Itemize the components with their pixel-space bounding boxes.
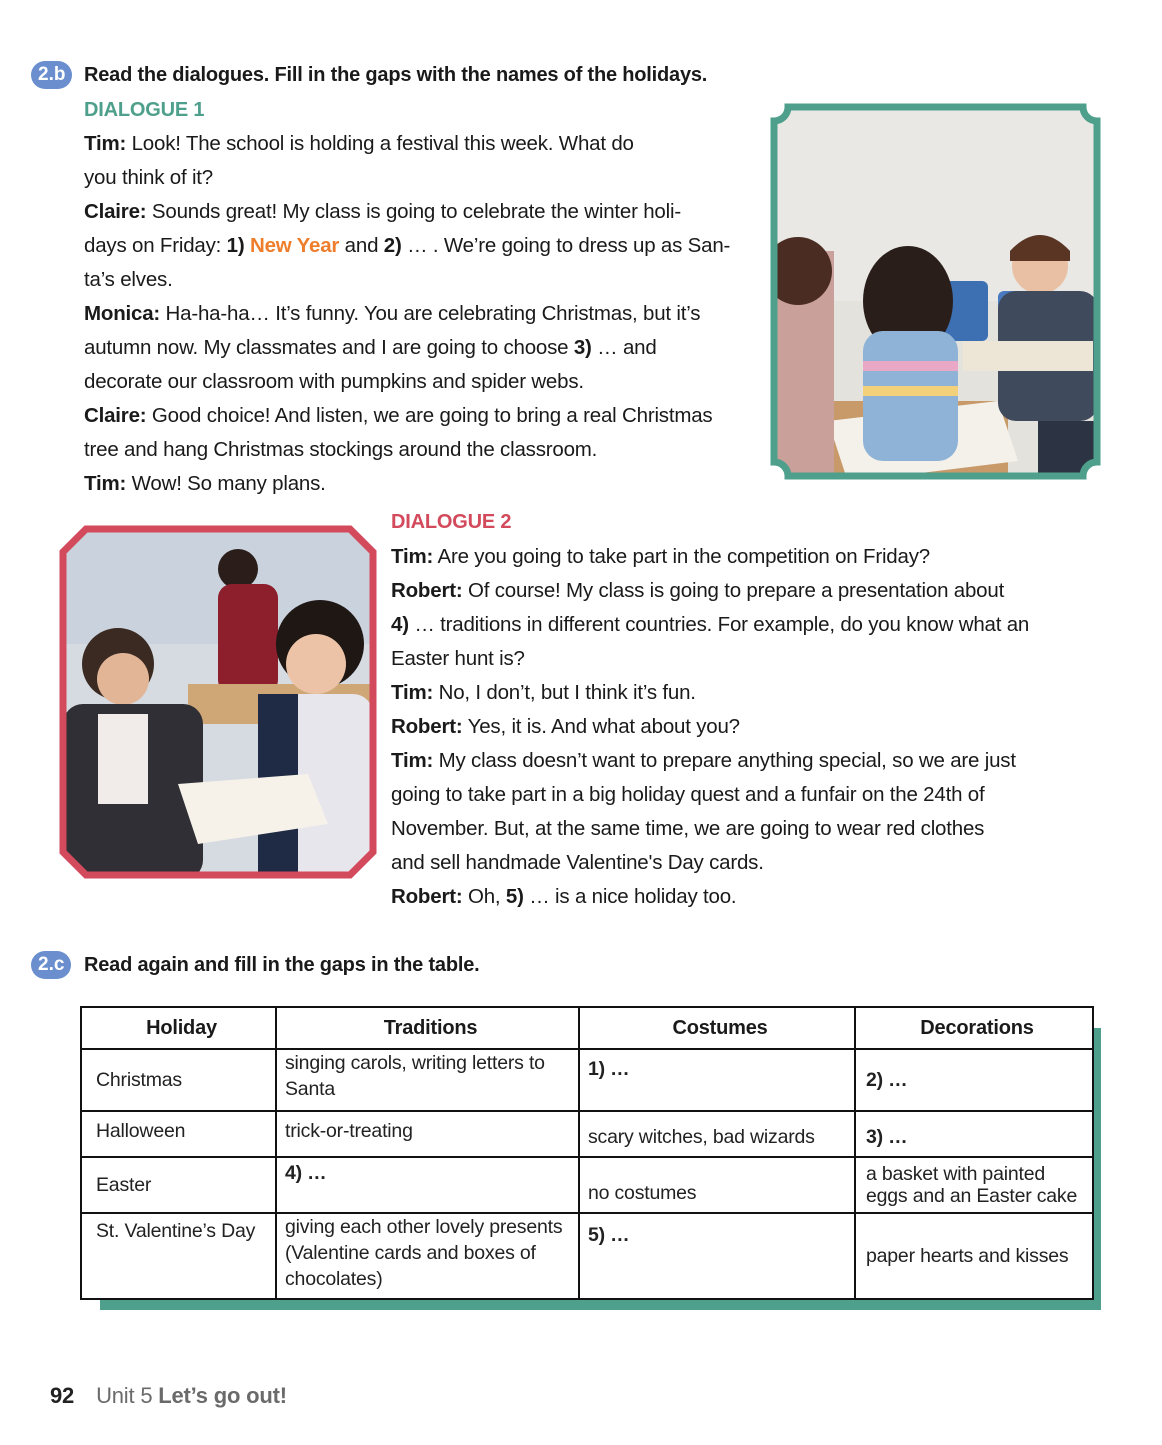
page-number: 92 <box>50 1383 75 1408</box>
dialogue2-text <box>391 540 1029 914</box>
dialogue-line: Robert: Oh, 5) … is a nice holiday too. <box>391 885 737 908</box>
task-badge-2c: 2.c <box>31 951 71 979</box>
holiday-cell: Easter <box>81 1157 276 1213</box>
gap-number: 3) <box>573 336 592 359</box>
dialogue-line: Monica: Ha-ha-ha… It’s funny. You are celebrating Christmas, but it’s <box>84 302 701 325</box>
holiday-cell: Halloween <box>81 1111 276 1157</box>
costumes-cell: no costumes <box>579 1157 855 1213</box>
holiday-table <box>80 1006 1094 1300</box>
gap-number: 2) <box>383 234 402 257</box>
decorations-cell: a basket with painted eggs and an Easter cake <box>855 1157 1093 1213</box>
gap-number: 1) <box>226 234 245 257</box>
table-row <box>81 1213 1093 1299</box>
holiday-cell: Christmas <box>81 1049 276 1111</box>
dialogue-line: Tim: Look! The school is holding a festival this week. What do <box>84 132 634 155</box>
unit-title: Let’s go out! <box>158 1383 287 1408</box>
traditions-cell: 4) … <box>276 1157 579 1213</box>
dialogue2-title: DIALOGUE 2 <box>391 511 512 533</box>
column-header: Costumes <box>579 1007 855 1049</box>
dialogue-line: Tim: My class doesn’t want to prepare anything special, so we are just <box>391 749 1016 772</box>
dialogue-line: Tim: No, I don’t, but I think it’s fun. <box>391 681 696 704</box>
dialogue1-text <box>84 127 730 501</box>
dialogue-line: Tim: Are you going to take part in the competition on Friday? <box>391 545 930 568</box>
column-header: Holiday <box>81 1007 276 1049</box>
table-row <box>81 1049 1093 1111</box>
dialogue-line: and sell handmade Valentine's Day cards. <box>391 851 764 874</box>
dialogue-line: you think of it? <box>84 166 213 189</box>
page-footer <box>50 1380 287 1412</box>
dialogue-line: Tim: Wow! So many plans. <box>84 472 326 495</box>
dialogue-line: Easter hunt is? <box>391 647 525 670</box>
dialogue-line: days on Friday: 1) New Year and 2) … . We’re going to dress up as San- <box>84 234 731 257</box>
costumes-cell: 5) … <box>579 1213 855 1299</box>
dialogue-line: Robert: Yes, it is. And what about you? <box>391 715 740 738</box>
dialogue-line: 4) … traditions in different countries. For example, do you know what an <box>391 613 1030 636</box>
task-instruction-2c: Read again and fill in the gaps in the table. <box>84 954 480 976</box>
table-header-row <box>81 1007 1093 1049</box>
dialogue-line: going to take part in a big holiday quest and a funfair on the 24th of <box>391 783 985 806</box>
dialogue-line: November. But, at the same time, we are going to wear red clothes <box>391 817 985 840</box>
column-header: Traditions <box>276 1007 579 1049</box>
decorations-cell: 2) … <box>855 1049 1093 1111</box>
classroom-photo-1 <box>768 101 1103 482</box>
table-row <box>81 1111 1093 1157</box>
traditions-cell: singing carols, writing letters to Santa <box>276 1049 579 1111</box>
task-instruction-2b: Read the dialogues. Fill in the gaps with the names of the holidays. <box>84 64 708 86</box>
decorations-cell: 3) … <box>855 1111 1093 1157</box>
costumes-cell: scary witches, bad wizards <box>579 1111 855 1157</box>
gap-number: 4) <box>391 613 409 636</box>
column-header: Decorations <box>855 1007 1093 1049</box>
dialogue-line: autumn now. My classmates and I are going to choose 3) … and <box>84 336 657 359</box>
table-row <box>81 1157 1093 1213</box>
dialogue1-title: DIALOGUE 1 <box>84 99 205 121</box>
dialogue-line: Robert: Of course! My class is going to prepare a presentation about <box>391 579 1005 602</box>
dialogue-line: Claire: Good choice! And listen, we are going to bring a real Christmas <box>84 404 713 427</box>
holiday-cell: St. Valentine’s Day <box>81 1213 276 1299</box>
dialogue-line: ta’s elves. <box>84 268 173 291</box>
dialogue-line: decorate our classroom with pumpkins and spider webs. <box>84 370 584 393</box>
unit-label: Unit 5 <box>96 1383 153 1408</box>
dialogue-line: Claire: Sounds great! My class is going to celebrate the winter holi- <box>84 200 681 223</box>
decorations-cell: paper hearts and kisses <box>855 1213 1093 1299</box>
task-badge-2b: 2.b <box>31 61 72 89</box>
gap-number: 5) <box>505 885 524 908</box>
example-answer: New Year <box>249 234 340 257</box>
traditions-cell: giving each other lovely presents (Valentine cards and boxes of chocolates) <box>276 1213 579 1299</box>
traditions-cell: trick-or-treating <box>276 1111 579 1157</box>
dialogue-line: tree and hang Christmas stockings around the classroom. <box>84 438 598 461</box>
costumes-cell: 1) … <box>579 1049 855 1111</box>
classroom-photo-2 <box>58 524 378 880</box>
